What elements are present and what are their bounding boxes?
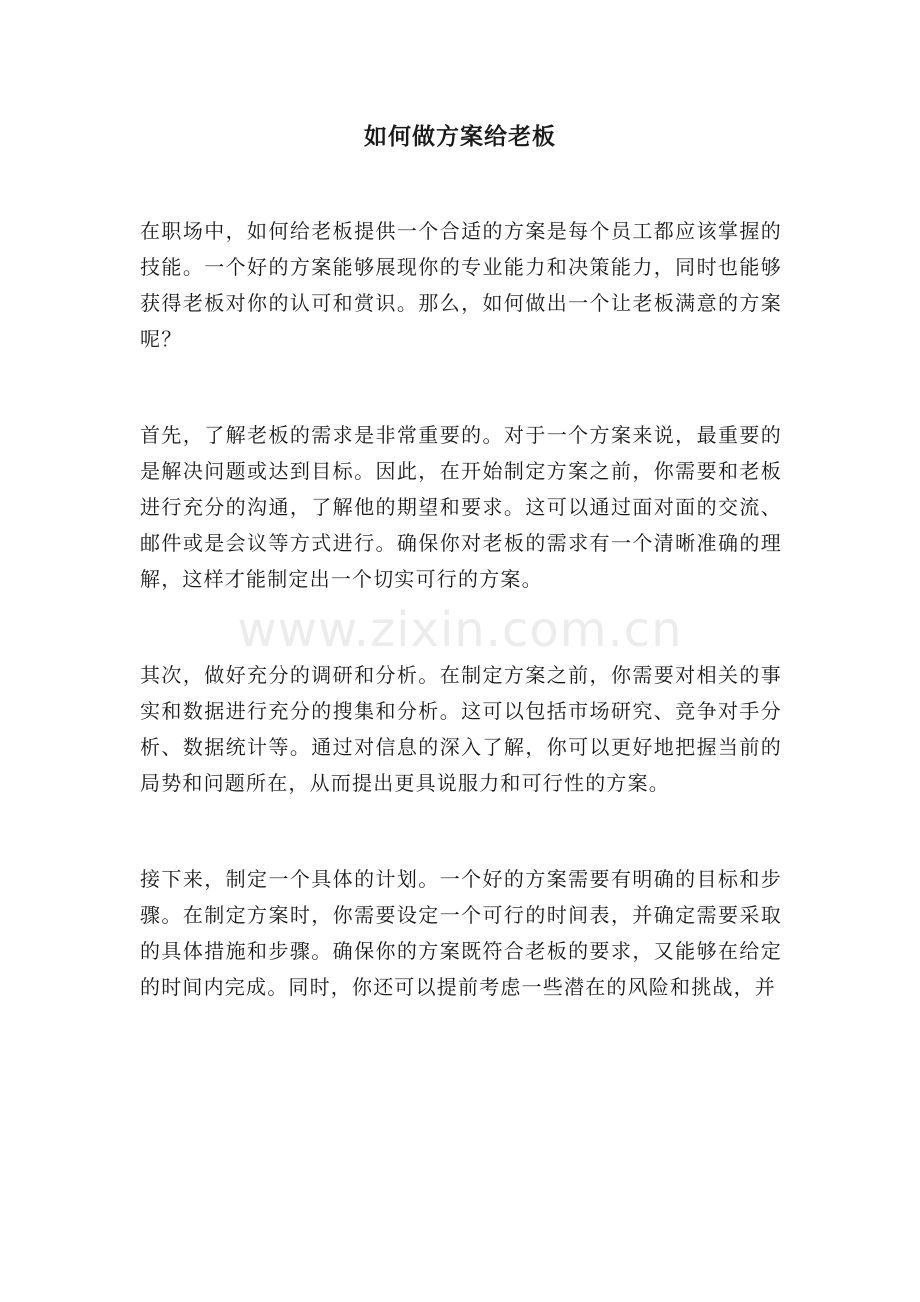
paragraph-intro: 在职场中，如何给老板提供一个合适的方案是每个员工都应该掌握的技能。一个好的方案能够展现你的专业能力和决策能力，同时也能够获得老板对你的认可和赏识。那么，如何做出一个让老板满意的方案呢？ (140, 219, 782, 351)
paragraph-understand-needs: 首先，了解老板的需求是非常重要的。对于一个方案来说，最重要的是解决问题或达到目标。因此，在开始制定方案之前，你需要和老板进行充分的沟通，了解他的期望和要求。这可以通过面对面的交流、邮件或是会议等方式进行。确保你对老板的需求有一个清晰准确的理解，这样才能制定出一个切实可行的方案。 (140, 423, 782, 591)
document-title: 如何做方案给老板 (364, 123, 556, 150)
paragraph-make-plan: 接下来，制定一个具体的计划。一个好的方案需要有明确的目标和步骤。在制定方案时，你需要设定一个可行的时间表，并确定需要采取的具体措施和步骤。确保你的方案既符合老板的要求，又能够在给定的时间内完成。同时，你还可以提前考虑一些潜在的风险和挑战，并 (140, 867, 782, 999)
watermark-text: www.zixin.com.cn (237, 602, 683, 658)
paragraph-research-analysis: 其次，做好充分的调研和分析。在制定方案之前，你需要对相关的事实和数据进行充分的搜集和分析。这可以包括市场研究、竞争对手分析、数据统计等。通过对信息的深入了解，你可以更好地把握当前的局势和问题所在，从而提出更具说服力和可行性的方案。 (140, 663, 782, 795)
document-body (140, 213, 782, 1065)
